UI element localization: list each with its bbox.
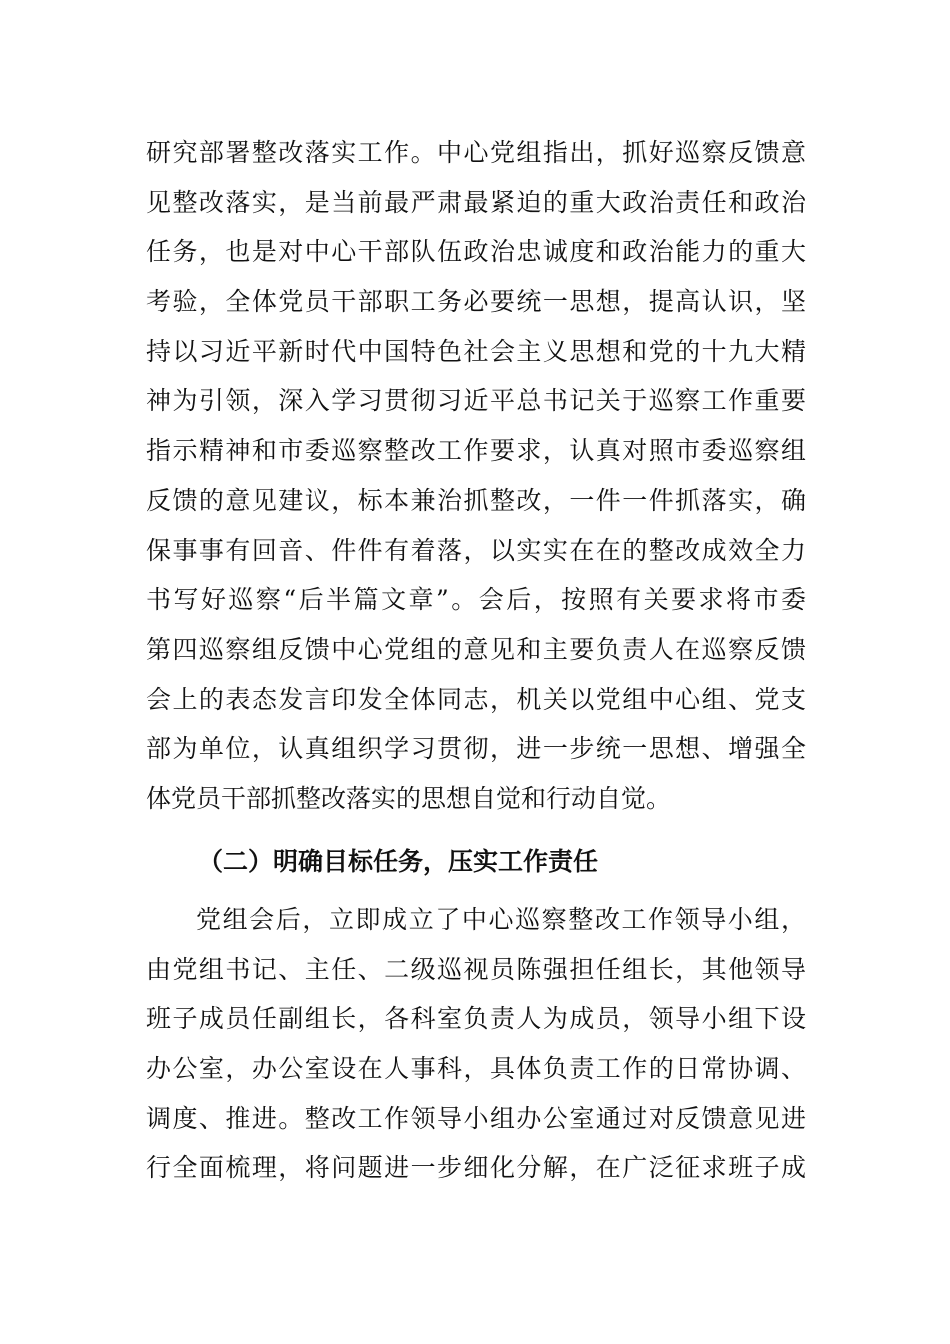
paragraph-line: 书写好巡察“后半篇文章”。会后，按照有关要求将市委 <box>146 585 806 615</box>
section-heading: （二）明确目标任务，压实工作责任 <box>198 847 599 876</box>
paragraph-line: 党组会后，立即成立了中心巡察整改工作领导小组， <box>196 905 806 934</box>
paragraph-line: 会上的表态发言印发全体同志，机关以党组中心组、党支 <box>146 684 806 714</box>
body-paragraph-1 <box>146 128 806 824</box>
paragraph-line: 办公室，办公室设在人事科，具体负责工作的日常协调、 <box>146 1054 806 1084</box>
paragraph-line: 神为引领，深入学习贯彻习近平总书记关于巡察工作重要 <box>146 386 806 416</box>
paragraph-line: 反馈的意见建议，标本兼治抓整改，一件一件抓落实，确 <box>146 485 806 515</box>
paragraph-line: 行全面梳理，将问题进一步细化分解，在广泛征求班子成 <box>146 1153 806 1183</box>
paragraph-line: 第四巡察组反馈中心党组的意见和主要负责人在巡察反馈 <box>146 634 806 664</box>
paragraph-line: 班子成员任副组长，各科室负责人为成员，领导小组下设 <box>146 1004 806 1034</box>
paragraph-line: 见整改落实，是当前最严肃最紧迫的重大政治责任和政治 <box>146 187 806 217</box>
paragraph-line: 考验，全体党员干部职工务必要统一思想，提高认识，坚 <box>146 287 806 317</box>
paragraph-line: 持以习近平新时代中国特色社会主义思想和党的十九大精 <box>146 336 806 366</box>
paragraph-line: 指示精神和市委巡察整改工作要求，认真对照市委巡察组 <box>146 436 806 466</box>
paragraph-line: 保事事有回音、件件有着落，以实实在在的整改成效全力 <box>146 535 806 565</box>
paragraph-line: 部为单位，认真组织学习贯彻，进一步统一思想、增强全 <box>146 734 806 764</box>
paragraph-line: 体党员干部抓整改落实的思想自觉和行动自觉。 <box>146 783 672 813</box>
body-paragraph-2 <box>146 895 806 1193</box>
paragraph-line: 由党组书记、主任、二级巡视员陈强担任组长，其他领导 <box>146 954 806 984</box>
paragraph-line: 任务，也是对中心干部队伍政治忠诚度和政治能力的重大 <box>146 237 806 267</box>
paragraph-line: 研究部署整改落实工作。中心党组指出，抓好巡察反馈意 <box>146 138 806 167</box>
paragraph-line: 调度、推进。整改工作领导小组办公室通过对反馈意见进 <box>146 1103 806 1133</box>
